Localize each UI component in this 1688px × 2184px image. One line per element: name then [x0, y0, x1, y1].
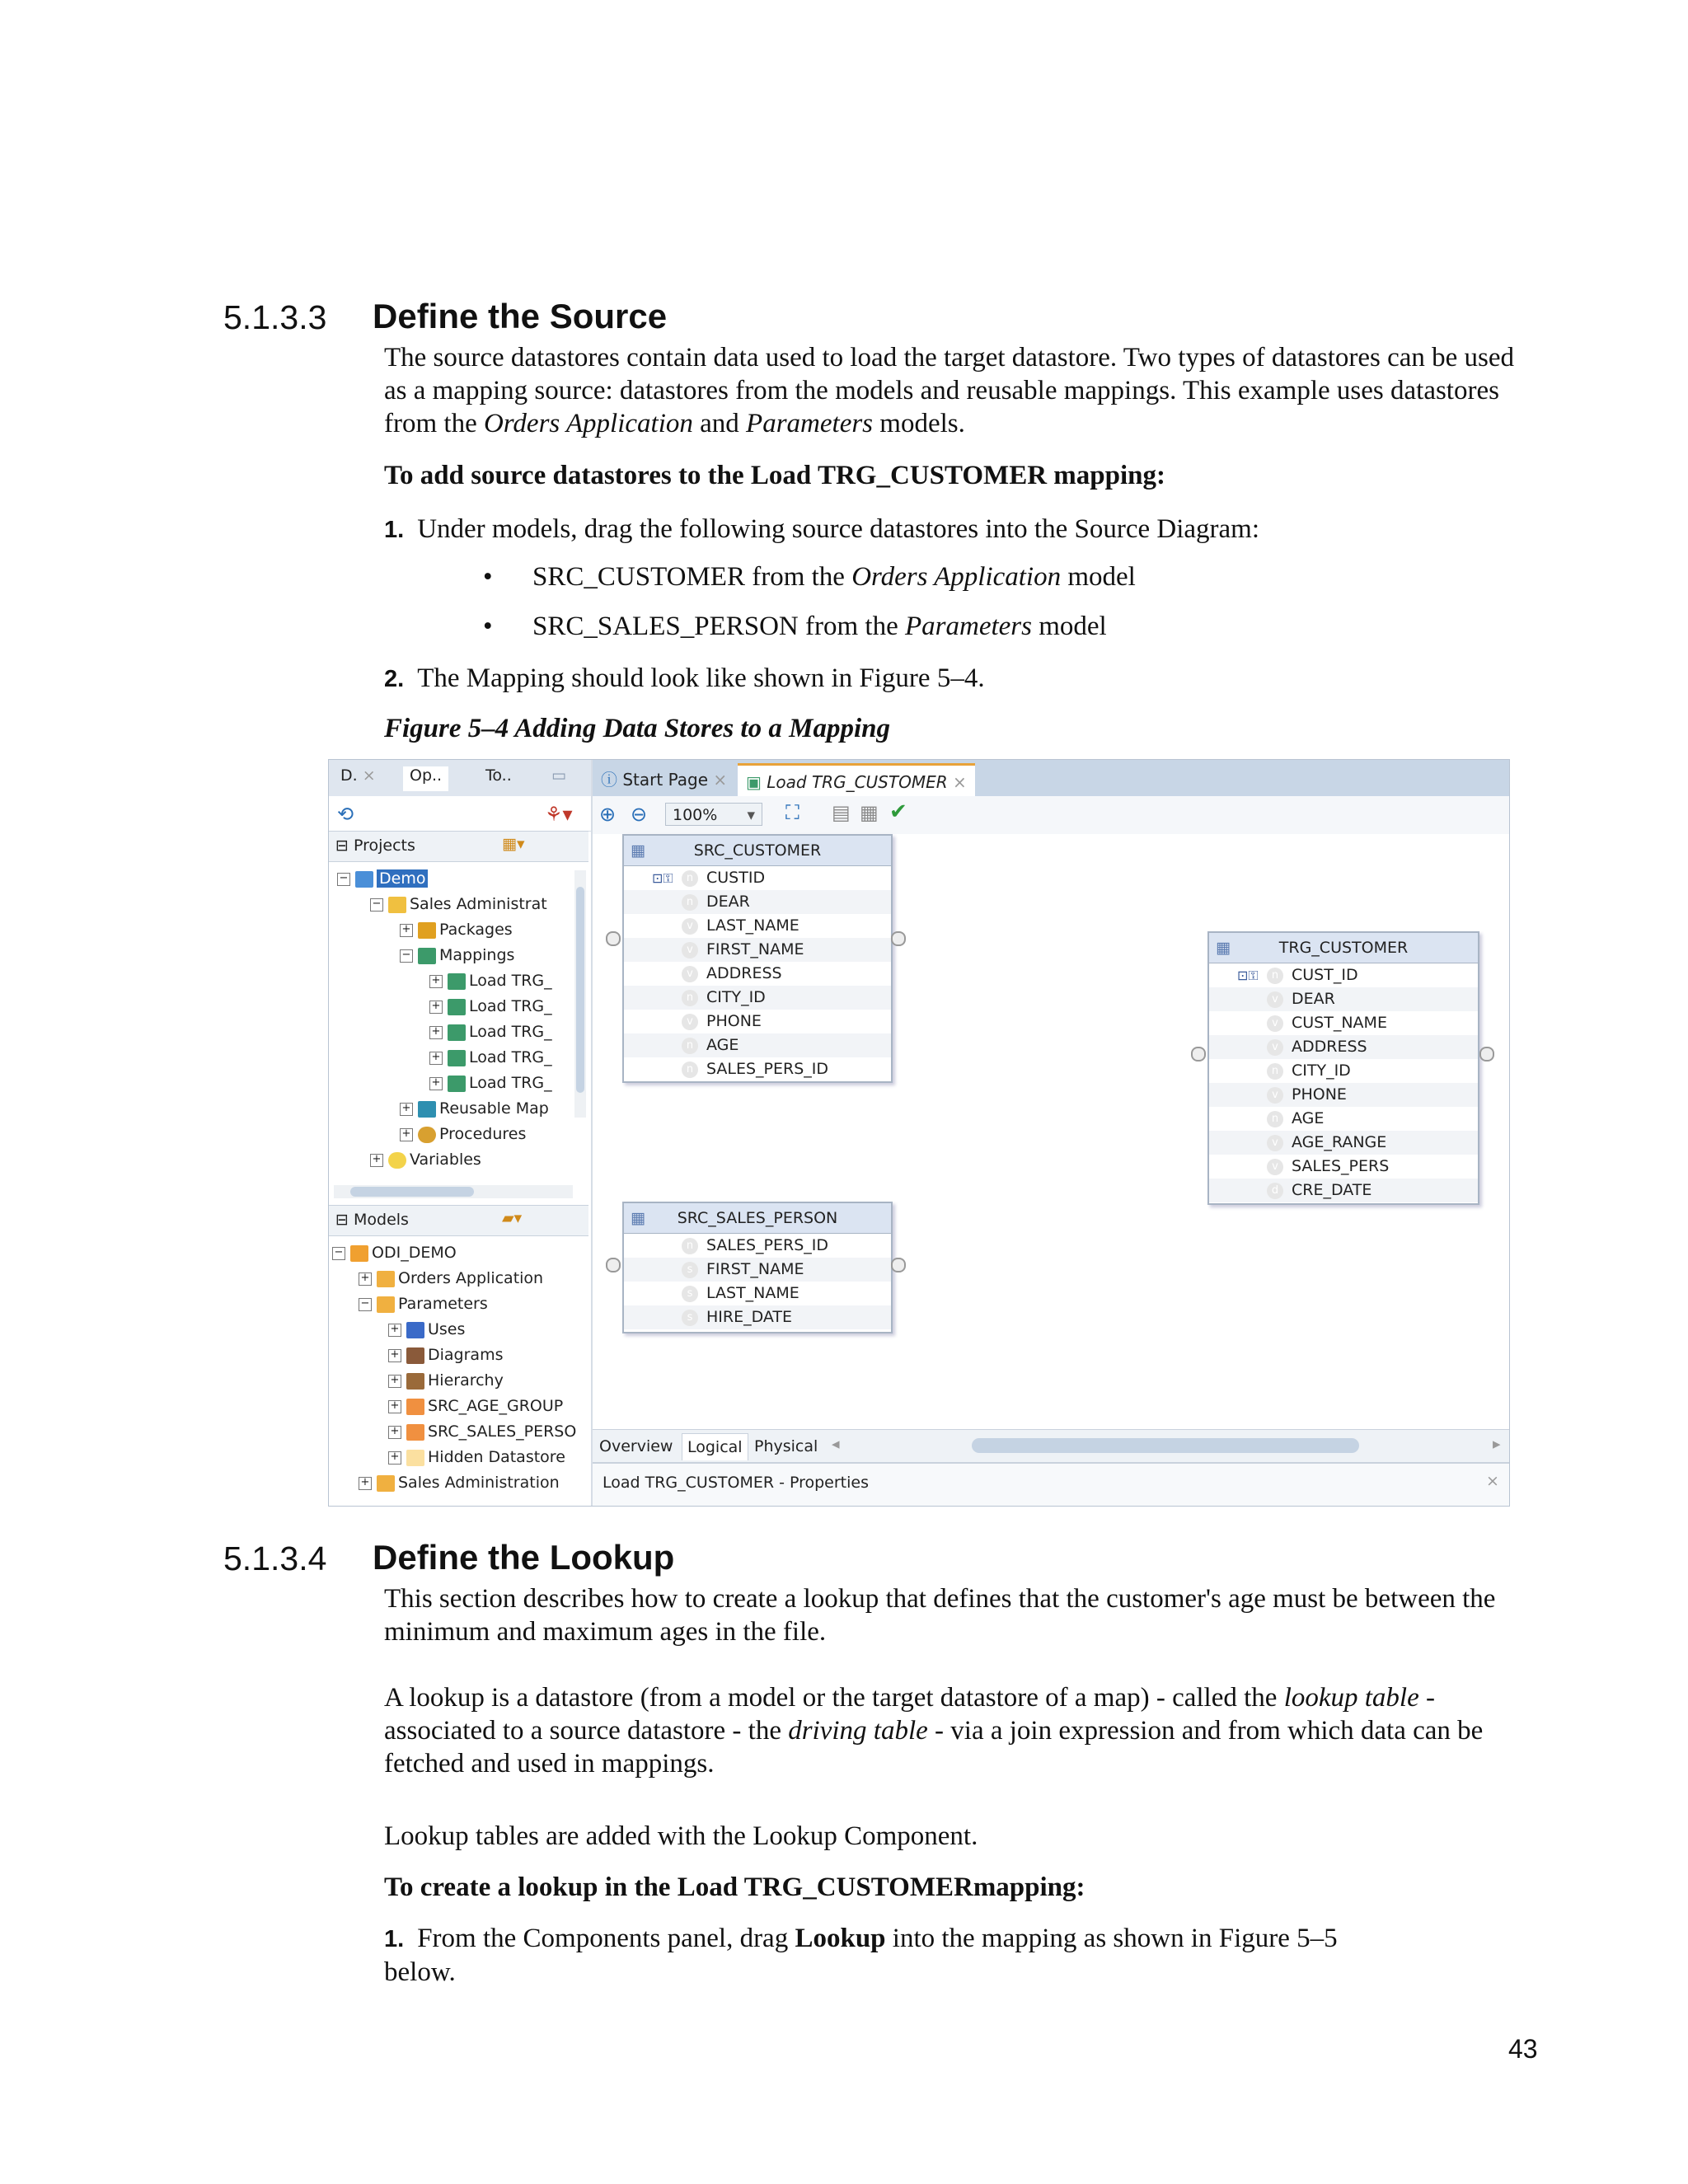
datatype-icon: v [682, 966, 698, 982]
column-row[interactable] [624, 1282, 891, 1305]
paragraph: A lookup is a datastore (from a model or the target datastore of a map) - called the lookup table - associated to a source datastore - the driving table - via a join expression and from which data can be fetched and used in mappings. [384, 1683, 1484, 1779]
task-heading: To add source datastores to the Load TRG_CUSTOMER mapping: [384, 461, 1165, 490]
column-name: DEAR [706, 893, 750, 911]
page-number: 43 [1508, 2034, 1538, 2064]
tab-start-page[interactable]: ⓘ Start Page × [601, 770, 728, 790]
fit-to-window-icon[interactable]: ⛶ [785, 801, 799, 824]
column-row[interactable] [1209, 1155, 1478, 1179]
datatype-icon: v [1267, 1159, 1283, 1175]
section-title: Define the Source [373, 297, 668, 335]
column-name: CITY_ID [706, 988, 766, 1006]
zoom-select[interactable]: 100% ▾ [665, 803, 762, 826]
datatype-icon: s [682, 1286, 698, 1302]
tree-node[interactable]: + Load TRG_ [429, 995, 552, 1018]
column-name: CUST_NAME [1292, 1014, 1387, 1032]
datatype-icon: v [1267, 1087, 1283, 1104]
step-1: 1. Under models, drag the following source datastores into the Source Diagram: [384, 514, 1259, 544]
column-name: SALES_PERS [1292, 1157, 1390, 1175]
column-row[interactable] [624, 962, 891, 986]
layout-icon[interactable]: ▤ [832, 801, 851, 824]
column-name: PHONE [1292, 1085, 1347, 1104]
chevron-down-icon: ▾ [747, 806, 755, 824]
column-name: FIRST_NAME [706, 1260, 804, 1278]
connect-icon[interactable]: ⟲ [337, 803, 354, 826]
column-row[interactable] [1209, 1107, 1478, 1131]
column-name: CUSTID [706, 869, 766, 887]
section-number: 5.1.3.3 [223, 298, 327, 336]
key-icon: ⊡⚿ [652, 870, 673, 886]
tree-node[interactable]: + Load TRG_ [429, 1071, 552, 1094]
column-row[interactable] [1209, 1011, 1478, 1035]
input-port[interactable] [1191, 1047, 1206, 1062]
column-row[interactable] [1209, 1059, 1478, 1083]
tree-node[interactable]: − ODI_DEMO [332, 1241, 457, 1264]
column-row[interactable] [624, 1258, 891, 1282]
column-name: SALES_PERS_ID [706, 1236, 829, 1254]
scroll-left-icon[interactable]: ◂ [832, 1435, 840, 1453]
datatype-icon: d [1267, 1183, 1283, 1199]
tree-node[interactable]: + Load TRG_ [429, 969, 552, 992]
table-icon: ▦ [631, 841, 645, 860]
tree-node[interactable]: + Load TRG_ [429, 1046, 552, 1069]
tree-node[interactable]: + Sales Administration [359, 1471, 560, 1494]
datastore-title: ▦ TRG_CUSTOMER [1209, 933, 1478, 963]
column-row[interactable] [624, 1057, 891, 1081]
tree-node[interactable]: − Sales Administrat [370, 893, 547, 916]
column-name: AGE [1292, 1109, 1325, 1127]
datatype-icon: v [1267, 1015, 1283, 1032]
horizontal-scrollbar[interactable] [334, 1185, 573, 1198]
column-name: ADDRESS [706, 964, 782, 982]
tab-overview[interactable]: Overview [599, 1437, 673, 1455]
tree-node[interactable]: − Parameters [359, 1292, 488, 1315]
output-port[interactable] [891, 1258, 906, 1272]
projects-label: Projects [354, 837, 415, 855]
datatype-icon: n [682, 1038, 698, 1054]
tree-node[interactable]: + Uses [388, 1318, 465, 1341]
column-row[interactable] [624, 866, 891, 890]
column-name: HIRE_DATE [706, 1308, 793, 1326]
properties-panel [593, 1462, 1509, 1507]
minimize-icon[interactable]: ▭ [551, 766, 566, 785]
zoom-in-icon[interactable]: ⊕ [599, 803, 617, 826]
column-row[interactable] [1209, 1035, 1478, 1059]
datatype-icon: v [682, 1014, 698, 1030]
tree-node[interactable]: + SRC_AGE_GROUP [388, 1394, 563, 1418]
mapping-canvas[interactable] [593, 834, 1509, 1427]
step-1: 1. From the Components panel, drag Lookup into the mapping as shown in Figure 5–5 below. [384, 1924, 1338, 1987]
mapping-icon: ▣ [746, 772, 762, 792]
figure-caption: Figure 5–4 Adding Data Stores to a Mapping [384, 714, 890, 743]
intro-paragraph: The source datastores contain data used to load the target datastore. Two types of datastores can be used as a mapping source: datastores from the models and reusable mappings. This example uses datastores from the Orders Application and Parameters models. [384, 343, 1515, 438]
tab-physical[interactable]: Physical [754, 1437, 818, 1455]
column-name: CITY_ID [1292, 1062, 1351, 1080]
datatype-icon: n [1267, 1063, 1283, 1080]
datatype-icon: v [682, 918, 698, 935]
column-row[interactable] [624, 890, 891, 914]
section-number: 5.1.3.4 [223, 1540, 327, 1577]
tab-load-trg-customer[interactable]: ▣ Load TRG_CUSTOMER × [738, 763, 975, 799]
column-name: PHONE [706, 1012, 762, 1030]
column-row[interactable] [624, 1010, 891, 1033]
table-icon: ▦ [1216, 939, 1231, 957]
tree-node[interactable]: + Load TRG_ [429, 1020, 552, 1043]
table-icon: ▦ [631, 1209, 645, 1227]
column-name: SALES_PERS_ID [706, 1060, 829, 1078]
input-port[interactable] [606, 1258, 621, 1272]
datatype-icon: n [1267, 1111, 1283, 1127]
output-port[interactable] [1479, 1047, 1494, 1062]
navigator-tabs [329, 760, 591, 796]
datatype-icon: n [682, 894, 698, 911]
datatype-icon: n [682, 1238, 698, 1254]
column-name: CUST_ID [1292, 966, 1358, 984]
column-row[interactable] [1209, 1083, 1478, 1107]
scroll-right-icon[interactable]: ▸ [1493, 1435, 1501, 1453]
tree-node[interactable]: + Hierarchy [388, 1369, 504, 1392]
tree-node[interactable]: + Diagrams [388, 1343, 503, 1366]
datatype-icon: n [682, 1062, 698, 1078]
editor-toolbar [593, 796, 1509, 835]
editor-tabs [593, 760, 1509, 796]
datatype-icon: n [1267, 968, 1283, 984]
column-row[interactable] [1209, 1179, 1478, 1202]
paragraph: This section describes how to create a lookup that defines that the customer's age must be between the minimum and maximum ages in the file. [384, 1584, 1496, 1647]
column-row[interactable] [624, 1305, 891, 1329]
models-label: Models [354, 1211, 409, 1229]
datatype-icon: v [1267, 1135, 1283, 1151]
task-heading: To create a lookup in the Load TRG_CUSTOMERmapping: [384, 1872, 1085, 1902]
column-row[interactable] [624, 986, 891, 1010]
paragraph: Lookup tables are added with the Lookup Component. [384, 1821, 978, 1851]
navigator-pane [329, 760, 593, 1506]
tree-node[interactable]: + Packages [400, 918, 513, 941]
validate-icon[interactable]: ✔ [889, 799, 907, 824]
tree-node[interactable]: − Demo [337, 867, 428, 890]
project-actions-icon[interactable]: ▦▾ [502, 835, 525, 853]
tab-designer[interactable]: D. × [340, 766, 376, 785]
column-name: CRE_DATE [1292, 1181, 1372, 1199]
properties-title: Load TRG_CUSTOMER - Properties [603, 1474, 869, 1492]
tree-node[interactable]: + Hidden Datastore [388, 1446, 565, 1469]
close-icon[interactable]: × [1486, 1472, 1499, 1490]
print-icon[interactable]: ▦ [860, 801, 879, 824]
hierarchy-icon[interactable]: ⚘▾ [545, 803, 573, 826]
section-title: Define the Lookup [373, 1538, 675, 1577]
models-header[interactable] [329, 1205, 588, 1236]
tree-node[interactable]: + Orders Application [359, 1267, 543, 1290]
tree-node[interactable]: + Reusable Map [400, 1097, 549, 1120]
datastore-src-sales-person[interactable] [622, 1202, 893, 1333]
datastore-trg-customer[interactable] [1207, 931, 1479, 1205]
column-name: ADDRESS [1292, 1038, 1367, 1056]
tree-node[interactable]: − Mappings [400, 944, 514, 967]
column-row[interactable] [624, 1234, 891, 1258]
column-row[interactable] [624, 938, 891, 962]
tab-topology[interactable]: To.. [485, 766, 512, 785]
navigator-toolbar [329, 796, 591, 832]
vertical-scrollbar[interactable] [574, 870, 586, 1118]
datastore-title: ▦ SRC_CUSTOMER [624, 836, 891, 866]
projects-header[interactable] [329, 831, 588, 862]
collapse-icon[interactable]: ⊟ [335, 837, 349, 855]
output-port[interactable] [891, 931, 906, 946]
collapse-icon[interactable]: ⊟ [335, 1211, 349, 1229]
column-name: DEAR [1292, 990, 1335, 1008]
help-icon: ⓘ [601, 770, 617, 790]
input-port[interactable] [606, 931, 621, 946]
column-name: FIRST_NAME [706, 940, 804, 958]
step-2: 2. The Mapping should look like shown in Figure 5–4. [384, 663, 985, 693]
diagram-tabs [593, 1429, 1509, 1463]
zoom-out-icon[interactable]: ⊖ [631, 803, 648, 826]
tab-logical[interactable]: Logical [682, 1433, 748, 1460]
model-actions-icon[interactable]: ▰▾ [502, 1209, 523, 1227]
datatype-icon: s [682, 1310, 698, 1326]
figure-screenshot [328, 759, 1510, 1507]
column-row[interactable] [624, 914, 891, 938]
datastore-src-customer[interactable] [622, 834, 893, 1083]
datatype-icon: n [682, 990, 698, 1006]
tree-node[interactable]: + Procedures [400, 1122, 526, 1146]
datatype-icon: s [682, 1262, 698, 1278]
column-name: LAST_NAME [706, 1284, 799, 1302]
datastore-title: ▦ SRC_SALES_PERSON [624, 1203, 891, 1234]
column-name: AGE_RANGE [1292, 1133, 1387, 1151]
column-row[interactable] [1209, 963, 1478, 987]
datatype-icon: v [682, 942, 698, 958]
column-row[interactable] [624, 1033, 891, 1057]
column-row[interactable] [1209, 987, 1478, 1011]
column-row[interactable] [1209, 1131, 1478, 1155]
mapping-editor [593, 760, 1509, 1506]
datatype-icon: v [1267, 991, 1283, 1008]
datatype-icon: v [1267, 1039, 1283, 1056]
datatype-icon: n [682, 870, 698, 887]
horizontal-scrollbar[interactable] [972, 1438, 1359, 1453]
tab-operator[interactable]: Op.. [403, 766, 448, 791]
column-name: AGE [706, 1036, 739, 1054]
column-name: LAST_NAME [706, 916, 799, 935]
tree-node[interactable]: + Variables [370, 1148, 481, 1171]
key-icon: ⊡⚿ [1237, 968, 1259, 983]
tree-node[interactable]: + SRC_SALES_PERSO [388, 1420, 576, 1443]
